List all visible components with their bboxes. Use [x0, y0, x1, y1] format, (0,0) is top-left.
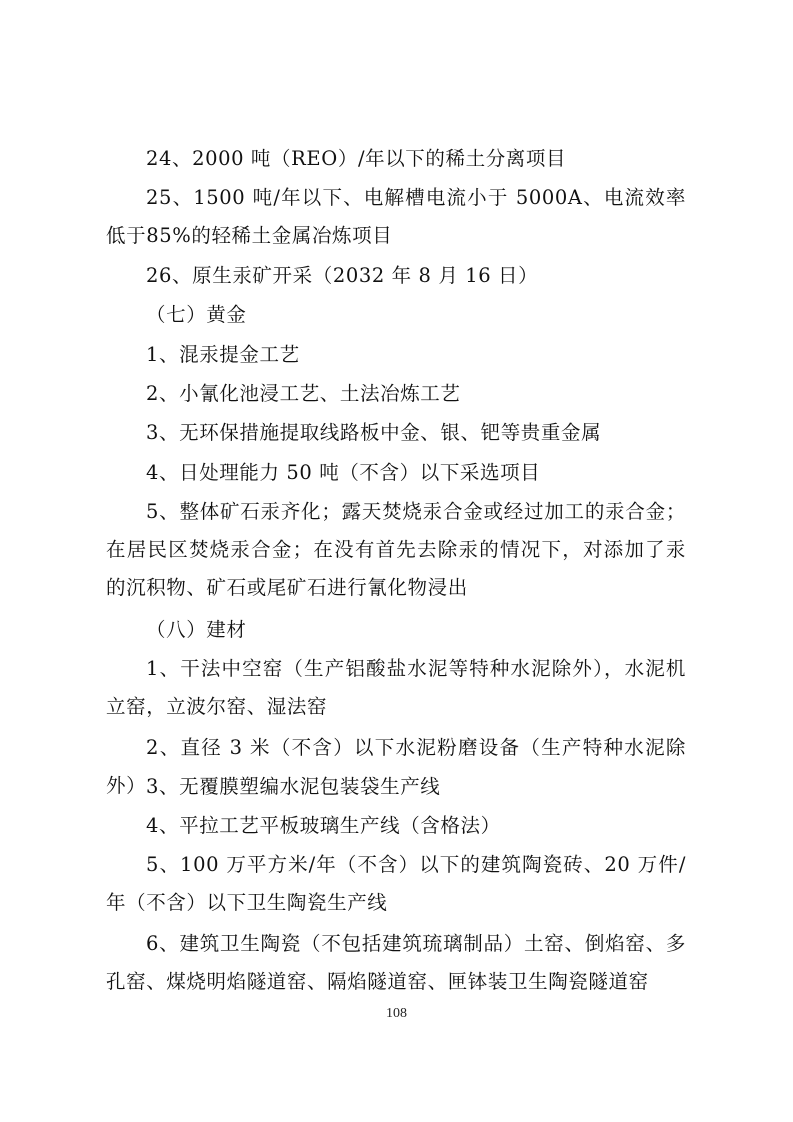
list-item: [106, 414, 686, 452]
item-text: 2、小氰化池浸工艺、土法冶炼工艺: [146, 382, 461, 405]
item-text: 2、直径 3 米（不含）以下水泥粉磨设备（生产特种水泥除外）: [106, 736, 686, 797]
item-text: 24、2000 吨（REO）/年以下的稀土分离项目: [146, 147, 567, 170]
item-text: 1、干法中空窑（生产铝酸盐水泥等特种水泥除外），水泥机立窑，立波尔窑、湿法窑: [106, 657, 686, 718]
item-text: 3、无覆膜塑编水泥包装袋生产线: [146, 775, 441, 798]
list-item: [106, 375, 686, 413]
list-item: [106, 140, 686, 178]
list-item: [106, 807, 686, 845]
item-text: 6、建筑卫生陶瓷（不包括建筑琉璃制品）土窑、倒焰窑、多孔窑、煤烧明焰隧道窑、隔焰隧道窑、匣钵装卫生陶瓷隧道窑: [106, 932, 686, 993]
list-item: [106, 179, 686, 255]
item-text: 3、无环保措施提取线路板中金、银、钯等贵重金属: [146, 421, 602, 444]
list-item: [106, 454, 686, 492]
list-item: [106, 925, 686, 1001]
list-item: [106, 493, 686, 607]
list-item: [106, 336, 686, 374]
item-text: 5、100 万平方米/年（不含）以下的建筑陶瓷砖、20 万件/年（不含）以下卫生陶瓷生产线: [106, 853, 686, 914]
list-item: [106, 257, 686, 295]
list-item: [106, 650, 686, 726]
item-text: 25、1500 吨/年以下、电解槽电流小于 5000A、电流效率低于85%的轻稀土金属冶炼项目: [106, 186, 686, 247]
item-text: 4、日处理能力 50 吨（不含）以下采选项目: [146, 461, 541, 484]
section-heading-building-materials: （八）建材: [146, 618, 247, 641]
section-heading-gold: （七）黄金: [146, 303, 247, 326]
item-text: 1、混汞提金工艺: [146, 343, 300, 366]
item-text: 4、平拉工艺平板玻璃生产线（含格法）: [146, 814, 501, 837]
page-number: 108: [386, 1006, 407, 1021]
item-text: 26、原生汞矿开采（2032 年 8 月 16 日）: [146, 264, 539, 287]
item-text: 5、整体矿石汞齐化；露天焚烧汞合金或经过加工的汞合金；在居民区焚烧汞合金；在没有首先去除汞的情况下，对添加了汞的沉积物、矿石或尾矿石进行氰化物浸出: [106, 500, 686, 599]
list-item: [106, 768, 686, 806]
list-item: [106, 846, 686, 922]
